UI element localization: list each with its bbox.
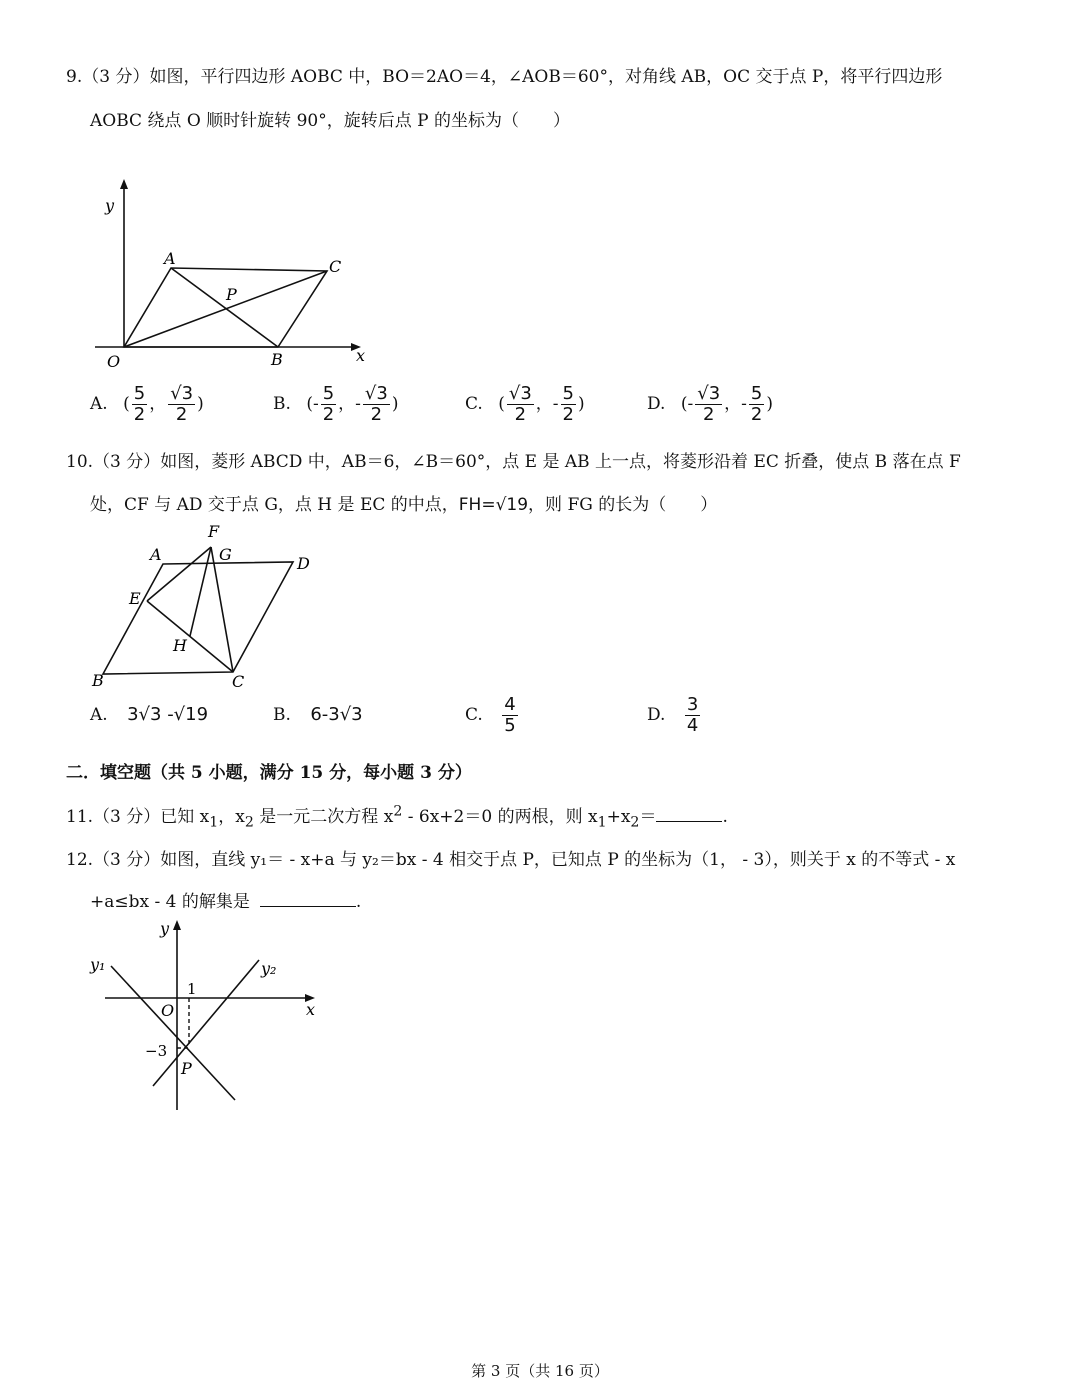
q12-figure bbox=[85, 918, 325, 1113]
q12-line2: +a≤bx - 4 的解集是 . bbox=[90, 892, 362, 912]
q9-option-a[interactable]: A. ( $\frac{5}{2}$ ， $\frac{√3}{2}$ ) bbox=[90, 383, 204, 425]
q12-label-P: P bbox=[181, 1059, 192, 1078]
q9-label-P: P bbox=[226, 285, 237, 304]
q12-label-O: O bbox=[161, 1001, 175, 1020]
q11-answer-blank[interactable] bbox=[656, 807, 722, 822]
q12-label-1: 1 bbox=[187, 980, 197, 998]
q9-label-y: y bbox=[105, 196, 115, 215]
q10-option-a[interactable]: A. 3√3 -√19 bbox=[90, 704, 209, 725]
q9-label-C: C bbox=[329, 257, 342, 276]
q12-label-y2: y₂ bbox=[261, 959, 277, 978]
q10-label-F: F bbox=[208, 522, 220, 541]
q10-option-b[interactable]: B. 6-3√3 bbox=[273, 704, 363, 725]
q10-label-G: G bbox=[219, 545, 232, 564]
q9-figure bbox=[85, 175, 385, 375]
q9-label-x: x bbox=[356, 346, 366, 365]
q9-line2: AOBC 绕点 O 顺时针旋转 90°，旋转后点 P 的坐标为（ ） bbox=[90, 111, 570, 131]
q10-label-D: D bbox=[297, 554, 310, 573]
q12-answer-blank[interactable] bbox=[260, 892, 356, 907]
q9-option-b[interactable]: B. (- $\frac{5}{2}$ ，- $\frac{√3}{2}$ ) bbox=[273, 383, 399, 425]
q9-line1: 9.（3 分）如图，平行四边形 AOBC 中，BO＝2AO＝4，∠AOB＝60°，对角线 AB，OC 交于点 P，将平行四边形 bbox=[66, 67, 943, 87]
q10-label-B: B bbox=[92, 671, 104, 690]
q10-label-E: E bbox=[129, 589, 141, 608]
q10-label-A: A bbox=[150, 545, 162, 564]
q9-option-c[interactable]: C. ( $\frac{√3}{2}$ ，- $\frac{5}{2}$ ) bbox=[465, 383, 585, 425]
q10-option-c[interactable]: C. $\frac{4}{5}$ bbox=[465, 694, 516, 736]
q12-label-y1: y₁ bbox=[90, 955, 106, 974]
q9-option-d[interactable]: D. (- $\frac{√3}{2}$ ，- $\frac{5}{2}$ ) bbox=[647, 383, 773, 425]
q10-label-H: H bbox=[173, 636, 187, 655]
q12-label-x: x bbox=[306, 1000, 316, 1019]
page-footer: 第 3 页（共 16 页） bbox=[471, 1362, 609, 1380]
q10-figure bbox=[85, 515, 325, 695]
q9-label-B: B bbox=[271, 350, 283, 369]
q12-label-minus3: −3 bbox=[145, 1042, 168, 1060]
q10-label-C: C bbox=[232, 672, 245, 691]
q11-line: 11.（3 分）已知 $x_1$，$x_2$ 是一元二次方程 $x^2 - 6x+2=0$ 的两根，则 $x_1+x_2=$ . bbox=[66, 803, 728, 831]
q12-label-y: y bbox=[160, 919, 170, 938]
q12-line1: 12.（3 分）如图，直线 y₁＝ - x+a 与 y₂＝bx - 4 相交于点 P，已知点 P 的坐标为（1， - 3），则关于 x 的不等式 - x bbox=[66, 850, 956, 870]
section2-title: 二．填空题（共 5 小题，满分 15 分，每小题 3 分） bbox=[66, 763, 472, 783]
q10-line2: 处，CF 与 AD 交于点 G，点 H 是 EC 的中点，FH=√19，则 FG 的长为（ ） bbox=[90, 495, 718, 515]
q9-label-A: A bbox=[164, 249, 176, 268]
q10-line1: 10.（3 分）如图，菱形 ABCD 中，AB＝6，∠B＝60°，点 E 是 AB 上一点，将菱形沿着 EC 折叠，使点 B 落在点 F bbox=[66, 452, 961, 472]
q9-label-O: O bbox=[107, 352, 121, 371]
q10-option-d[interactable]: D. $\frac{3}{4}$ bbox=[647, 694, 699, 736]
